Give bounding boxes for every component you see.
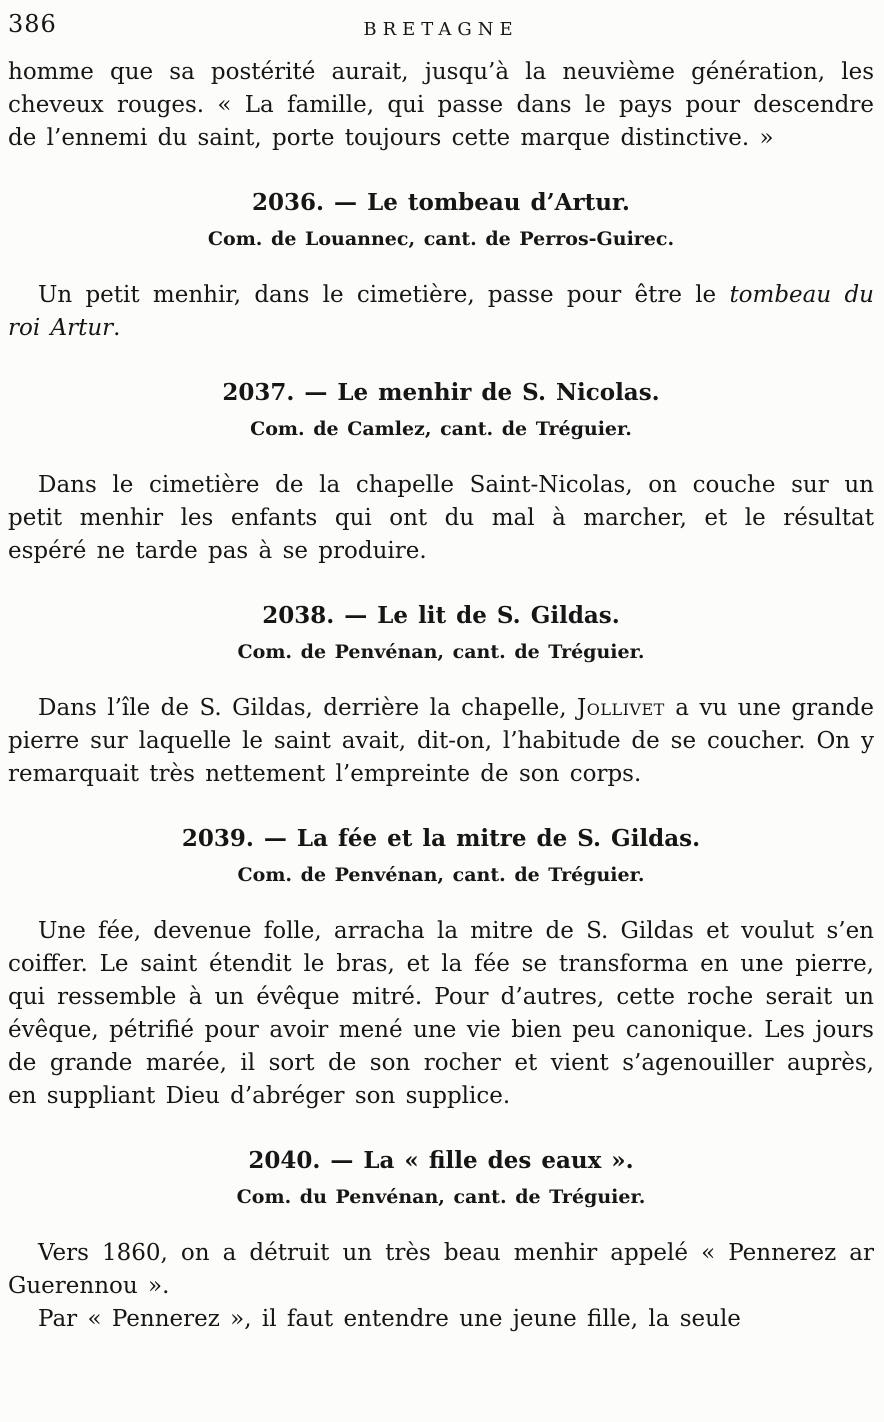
entry-location: Com. de Louannec, cant. de Perros-Guirec. [207, 228, 675, 250]
body-smallcaps-text: Jollivet [577, 695, 665, 721]
body-text: Dans l’île de S. Gildas, derrière la chapelle, [38, 695, 577, 721]
entry-2039 [8, 824, 874, 1113]
entry-body [8, 692, 874, 791]
page-number: 386 [8, 10, 57, 38]
entry-body: Dans le cimetière de la chapelle Saint-Nicolas, on couche sur un petit menhir les enfants qui ont du mal à marcher, et le résultat espéré ne tarde pas à se produire. [8, 472, 874, 564]
entry-location: Com. de Camlez, cant. de Tréguier. [250, 418, 632, 440]
entry-body-continued: Par « Pennerez », il faut entendre une jeune fille, la seule [38, 1306, 741, 1332]
continuation-paragraph: homme que sa postérité aurait, jusqu’à la neuvième génération, les cheveux rouges. « La famille, qui passe dans le pays pour descendre de l’ennemi du saint, porte toujours cette marque distinctive. » [8, 59, 874, 151]
entry-title: 2036. — Le tombeau d’Artur. [252, 189, 630, 216]
entry-2037 [8, 378, 874, 568]
entry-2040 [8, 1146, 874, 1336]
entry-2036 [8, 188, 874, 345]
page-header [8, 8, 874, 44]
body-italic-text: tombeau du roi Artur [8, 282, 874, 341]
entry-2038 [8, 601, 874, 791]
entry-title: 2039. — La fée et la mitre de S. Gildas. [181, 825, 701, 852]
body-text: Un petit menhir, dans le cimetière, passe pour être le [38, 282, 730, 308]
entry-location: Com. de Penvénan, cant. de Tréguier. [237, 641, 645, 663]
entry-title: 2037. — Le menhir de S. Nicolas. [222, 379, 660, 406]
entry-title: 2040. — La « fille des eaux ». [248, 1147, 634, 1174]
entry-body: Une fée, devenue folle, arracha la mitre de S. Gildas et voulut s’en coiffer. Le saint étendit le bras, et la fée se transforma en une pierre, qui ressemble à un évêque mitré. Pour d’autres, cette roche serait un évêque, pétrifié pour avoir mené une vie bien peu canonique. Les jours de grande marée, il sort de son rocher et vient s’agenouiller auprès, en suppliant Dieu d’abréger son supplice. [8, 918, 874, 1109]
body-text: a vu une grande pierre sur laquelle le saint avait, dit-on, l’habitude de se coucher. On y remarquait très nettement l’empreinte de son corps. [8, 695, 874, 787]
entry-title: 2038. — Le lit de S. Gildas. [262, 602, 620, 629]
entry-body: Vers 1860, on a détruit un très beau menhir appelé « Pennerez ar Guerennou ». [8, 1240, 874, 1299]
entry-body [8, 279, 874, 345]
body-text: . [113, 315, 121, 341]
entry-location: Com. de Penvénan, cant. de Tréguier. [237, 864, 645, 886]
entry-location: Com. du Penvénan, cant. de Tréguier. [236, 1186, 646, 1208]
running-header: BRETAGNE [363, 19, 519, 40]
